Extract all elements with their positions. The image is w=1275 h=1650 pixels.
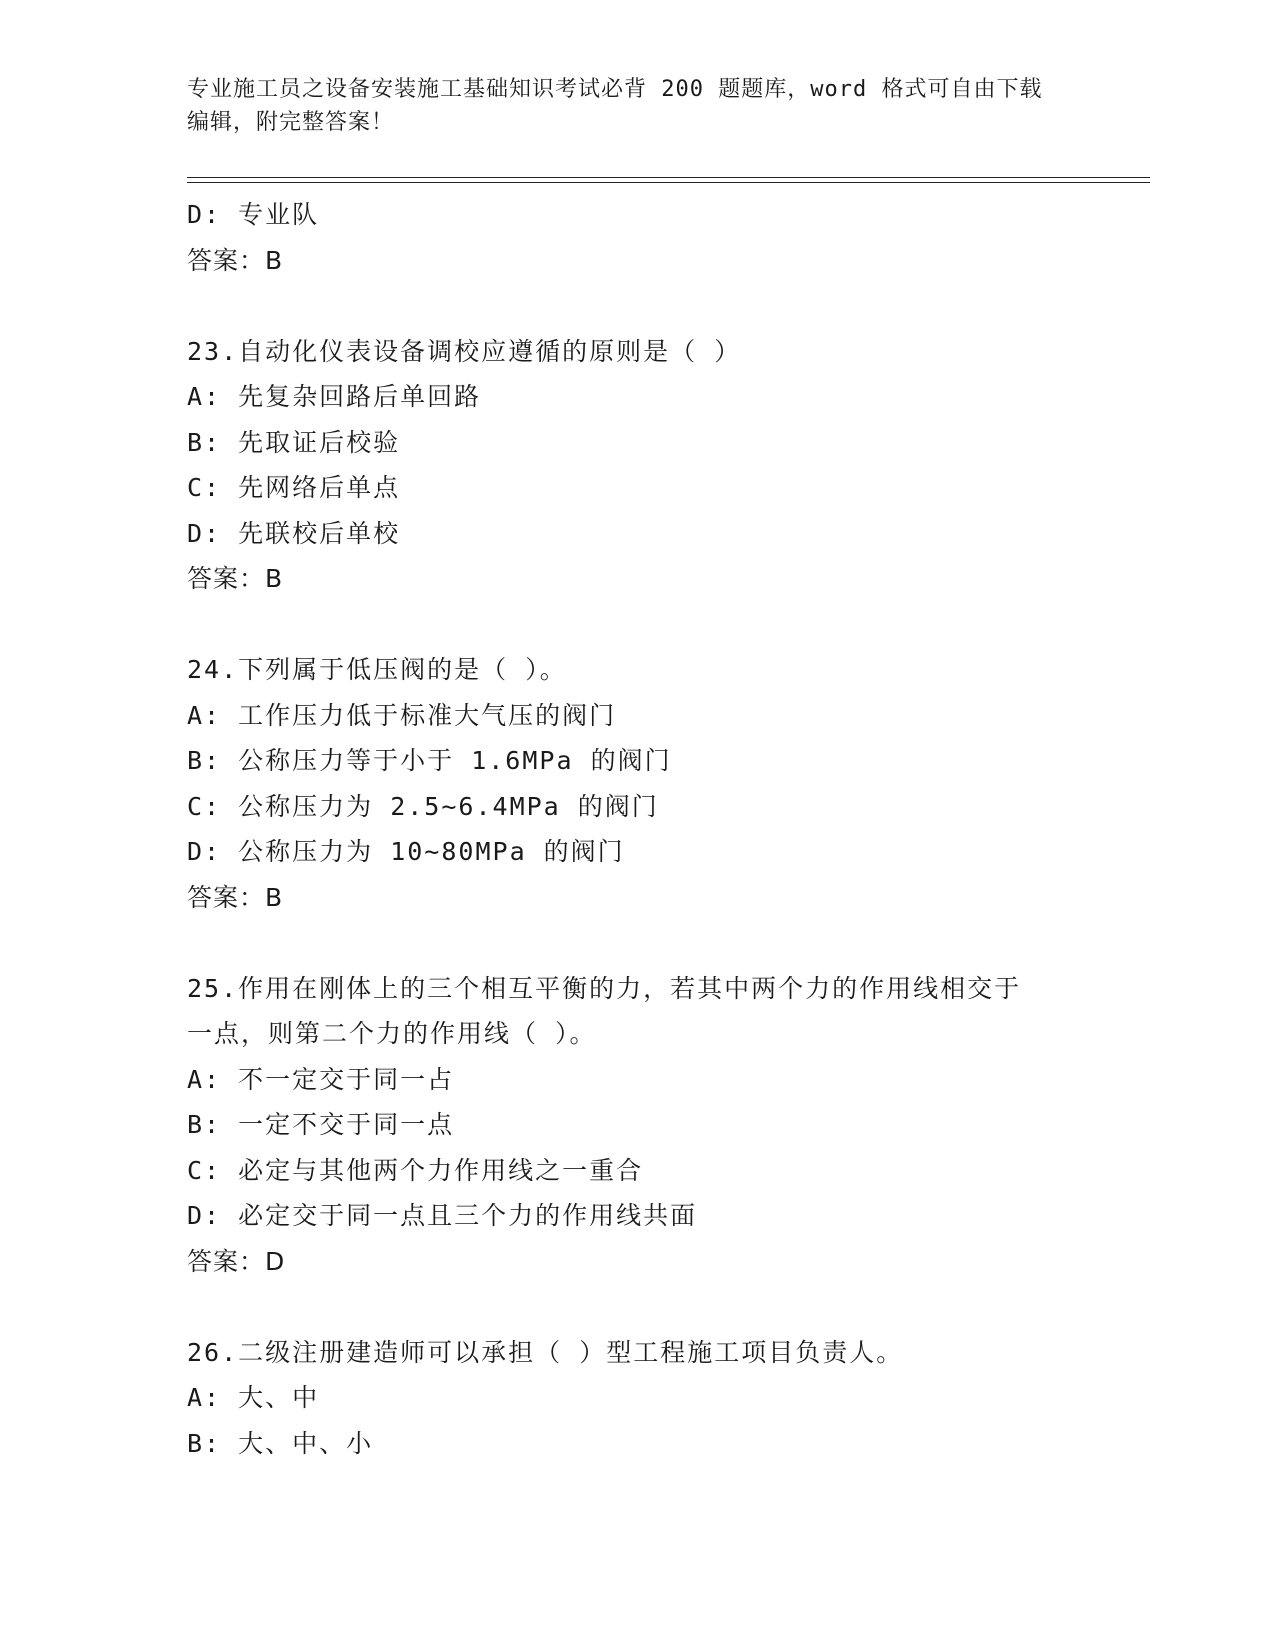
option-c: C: 先网络后单点	[187, 473, 401, 502]
option-a: A: 工作压力低于标准大气压的阀门	[187, 700, 617, 730]
answer-line: 答案：D	[187, 1246, 286, 1276]
spacer	[187, 602, 1137, 648]
option-b: B: 一定不交于同一点	[187, 1110, 455, 1139]
option-b: B: 先取证后校验	[187, 427, 401, 457]
header-title-line-1: 专业施工员之设备安装施工基础知识考试必背 200 题题库，word 格式可自由下载	[187, 77, 1043, 102]
question-22-tail	[187, 192, 1137, 283]
option-a: A: 大、中	[187, 1383, 320, 1412]
option-d: D: 先联校后单校	[187, 518, 401, 548]
document-header	[187, 73, 1087, 139]
question-stem: 23.自动化仪表设备调校应遵循的原则是（ ）	[187, 336, 742, 366]
answer-line: 答案：B	[187, 882, 284, 912]
header-divider-top	[187, 177, 1150, 178]
option-c: C: 公称压力为 2.5~6.4MPa 的阀门	[187, 791, 659, 821]
option-c: C: 必定与其他两个力作用线之一重合	[187, 1155, 644, 1185]
question-26	[187, 1330, 1137, 1467]
option-d: D: 专业队	[187, 200, 320, 229]
header-title-line-2: 编辑，附完整答案！	[187, 110, 395, 135]
spacer	[187, 920, 1137, 966]
header-divider-bottom	[187, 182, 1150, 183]
option-b: B: 大、中、小	[187, 1428, 374, 1458]
spacer	[187, 1284, 1137, 1330]
option-d: D: 必定交于同一点且三个力的作用线共面	[187, 1201, 698, 1230]
question-stem-line-2: 一点，则第二个力的作用线（ ）。	[187, 1019, 597, 1048]
option-b: B: 公称压力等于小于 1.6MPa 的阀门	[187, 746, 672, 775]
question-list	[187, 192, 1137, 1466]
option-a: A: 先复杂回路后单回路	[187, 382, 482, 411]
option-d: D: 公称压力为 10~80MPa 的阀门	[187, 837, 625, 866]
answer-line: 答案：B	[187, 564, 284, 593]
question-stem-line-1: 25.作用在刚体上的三个相互平衡的力，若其中两个力的作用线相交于	[187, 973, 1022, 1003]
question-stem: 24.下列属于低压阀的是（ ）。	[187, 655, 567, 684]
answer-line: 答案：B	[187, 245, 284, 275]
question-24	[187, 647, 1137, 920]
spacer	[187, 283, 1137, 329]
question-25	[187, 966, 1137, 1285]
question-stem: 26.二级注册建造师可以承担（ ）型工程施工项目负责人。	[187, 1337, 904, 1367]
option-a: A: 不一定交于同一占	[187, 1064, 455, 1094]
question-23	[187, 329, 1137, 602]
